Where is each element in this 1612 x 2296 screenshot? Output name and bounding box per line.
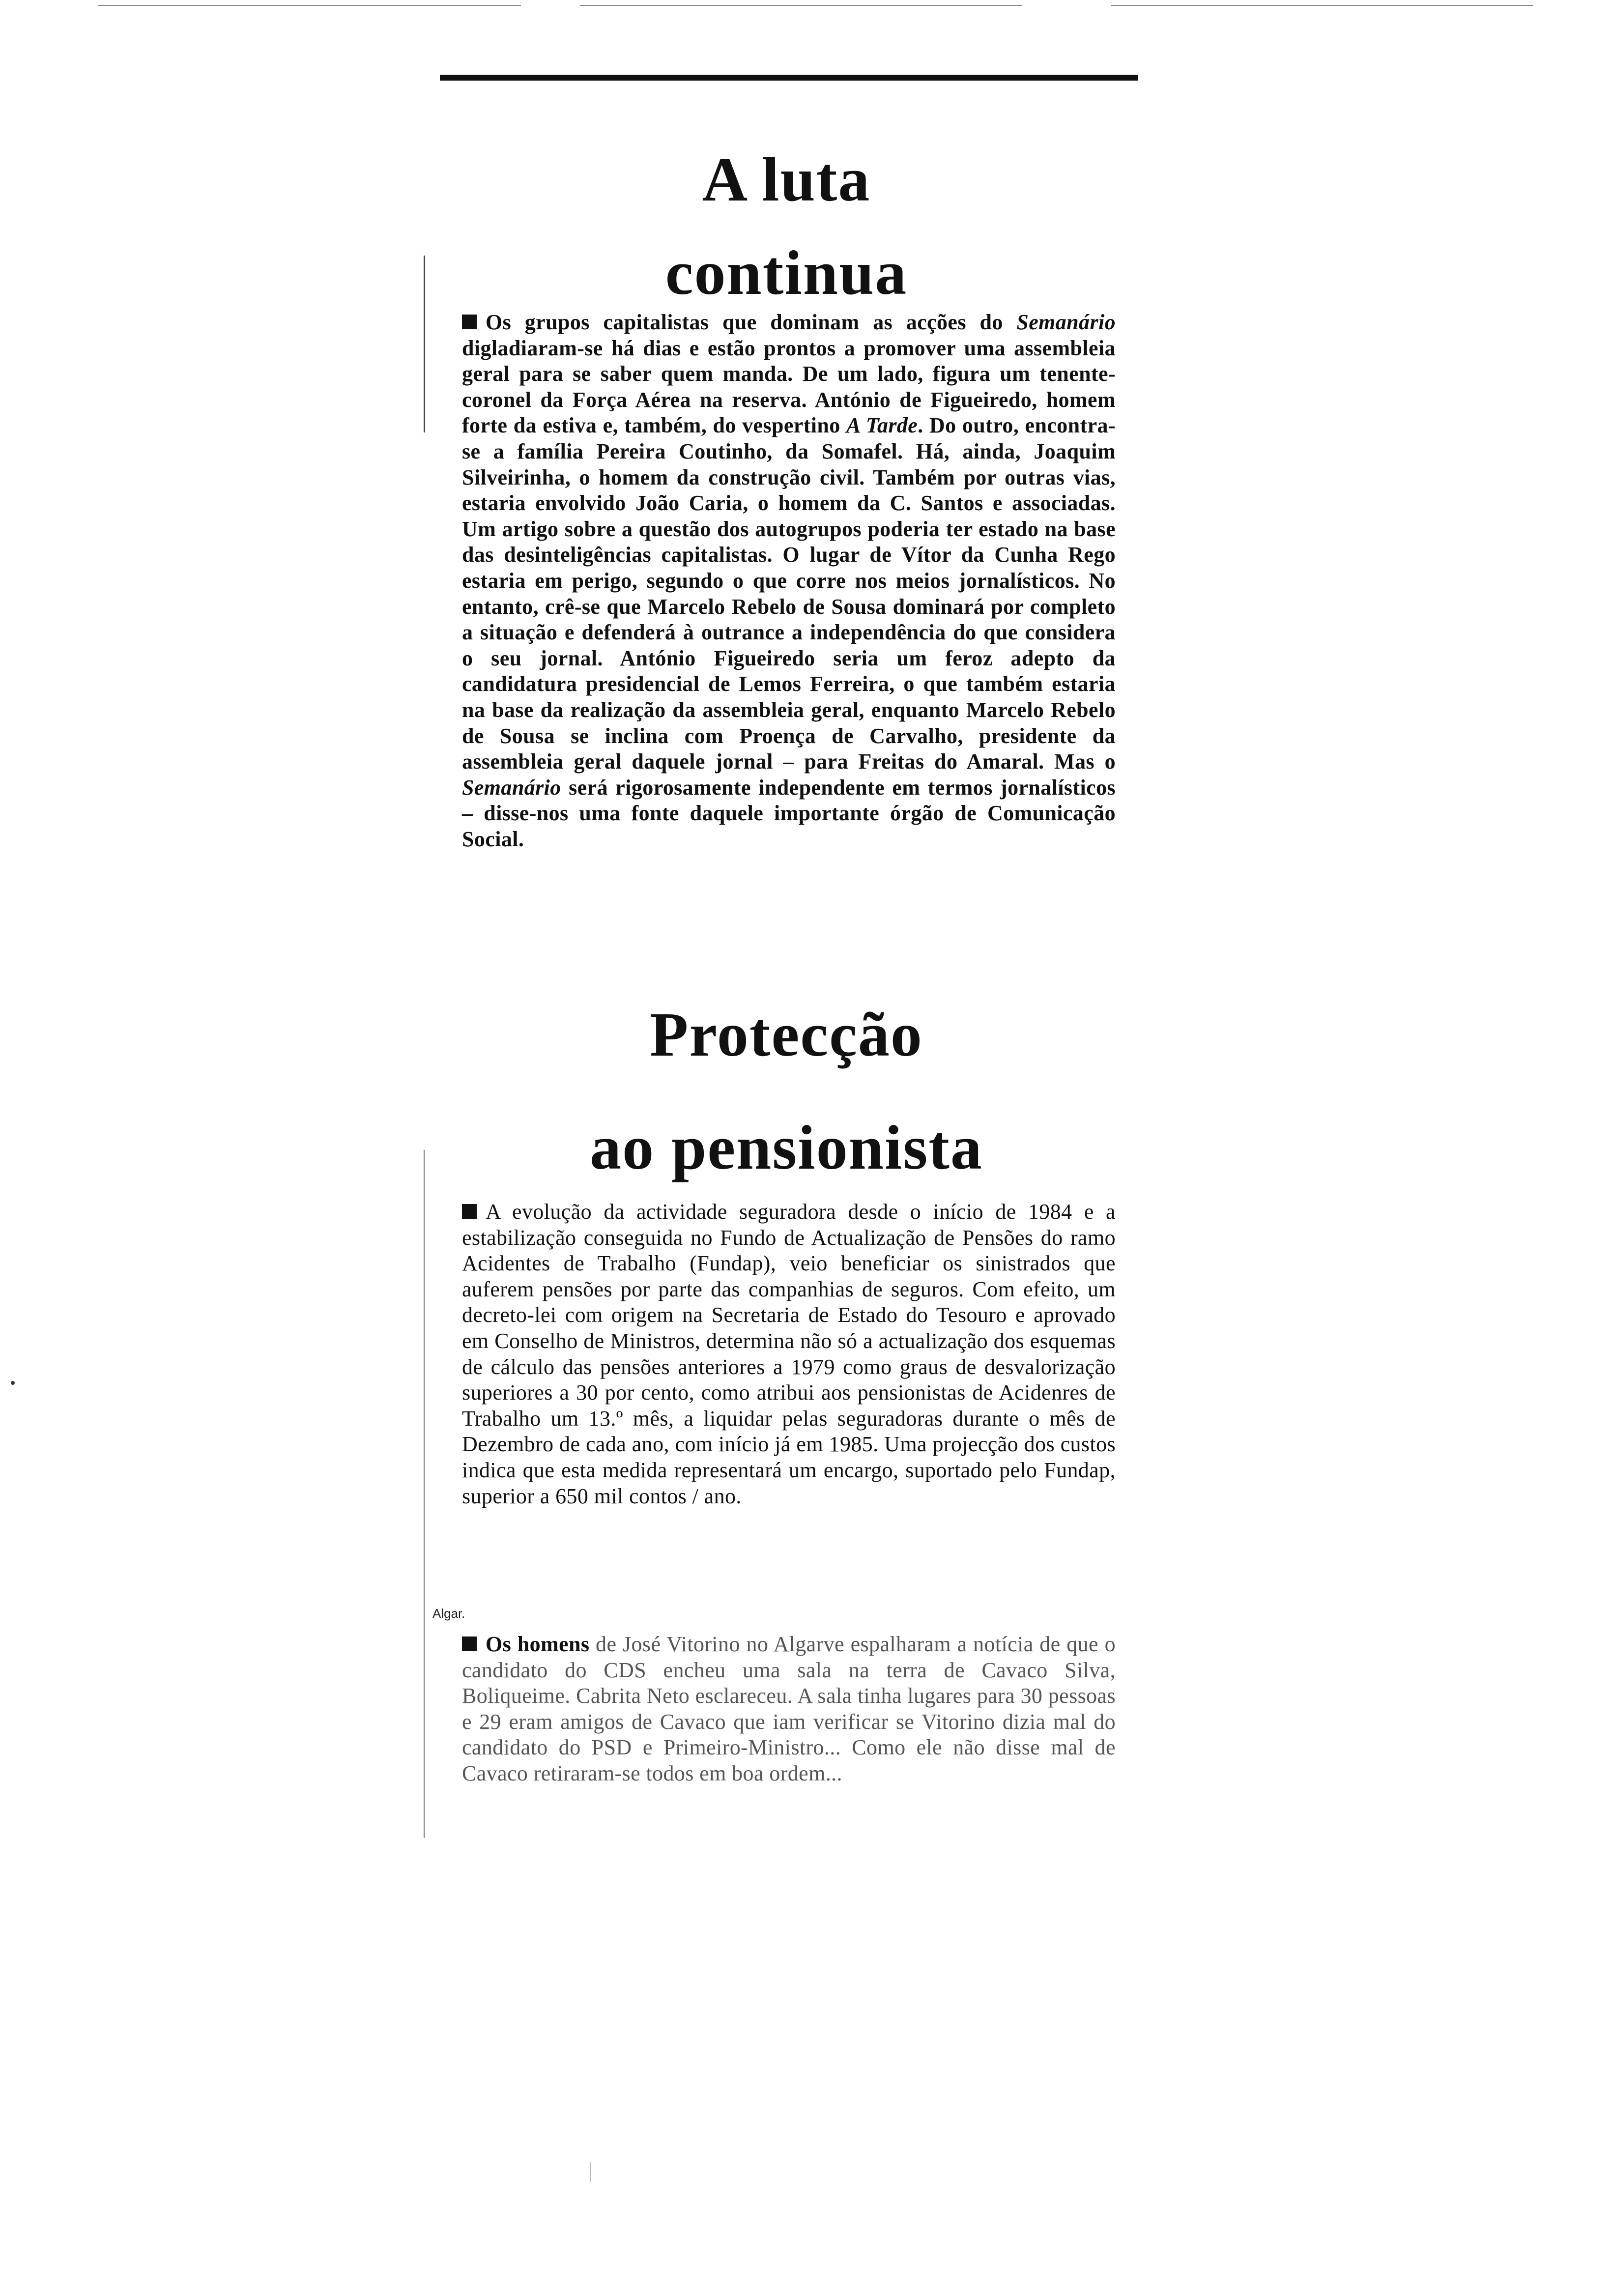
- article-1-italic-b: A Tarde: [846, 413, 918, 438]
- scan-top-rule-left: [98, 5, 521, 6]
- scan-speck: [11, 1381, 15, 1385]
- article-2-body: [462, 1199, 1116, 1509]
- article-2-headline-line-2: ao pensionista: [590, 1113, 983, 1182]
- article-1-lead: Os grupos: [486, 310, 590, 334]
- scan-top-rule-middle: [580, 5, 1022, 6]
- article-1-text-d: será rigorosamente independente em termos jornalísticos – disse-nos uma fonte daquele importante órgão de Comunicação Social.: [462, 775, 1116, 851]
- scan-speck: [590, 2162, 591, 2182]
- article-1-italic-a: Semanário: [1016, 310, 1116, 334]
- article-3-body: [462, 1632, 1116, 1787]
- clipping-left-edge: [424, 256, 425, 432]
- article-1-headline-line-2: continua: [665, 238, 908, 308]
- article-1-text-c: . Do outro, encontra-se a família Pereira Coutinho, da Somafel. Há, ainda, Joaquim Silveirinha, o homem da construção civil. Também por outras vias, estaria envolvido João Caria, o homem da C. Santos e associadas. Um artigo sobre a questão dos autogrupos poderia ter estado na base das desinteligências capitalistas. O lugar de Vítor da Cunha Rego estaria em perigo, segundo o que corre nos meios jornalísticos. No entanto, crê-se que Marcelo Rebelo de Sousa dominará por completo a situação e defenderá à outrance a independência do que considera o seu jornal. António Figueiredo seria um feroz adepto da candidatura presidencial de Lemos Ferreira, o que também estaria na base da realização da assembleia geral, enquanto Marcelo Rebelo de Sousa se inclina com Proença de Carvalho, presidente da assembleia geral daquele jornal – para Freitas do Amaral. Mas o: [462, 413, 1116, 774]
- article-2-headline-line-1: Protecção: [650, 1000, 923, 1069]
- column-top-rule: [440, 75, 1138, 81]
- article-3-text: de José Vitorino no Algarve espalharam a notícia de que o candidato do CDS encheu uma sala na terra de Cavaco Silva, Boliqueime. Cabrita Neto esclareceu. A sala tinha lugares para 30 pessoas e 29 eram amigos de Cavaco que iam verificar se Vitorino dizia mal do candidato do PSD e Primeiro-Ministro... Como ele não disse mal de Cavaco retiraram-se todos em boa ordem...: [462, 1632, 1116, 1785]
- article-1-body: [462, 310, 1116, 852]
- clipping-left-edge-lower: [424, 1150, 425, 1838]
- scan-top-rule-right: [1111, 5, 1533, 6]
- article-1-headline: [442, 133, 1130, 319]
- article-1-headline-line-1: A luta: [702, 144, 871, 214]
- article-2-text: A evolução da actividade seguradora desde o início de 1984 e a estabilização conseguida no Fundo de Actualização de Pensões do ramo Acidentes de Trabalho (Fundap), veio beneficiar os sinistrados que auferem pensões por parte das companhias de seguros. Com efeito, um decreto-lei com origem na Secretaria de Estado do Tesouro e aprovado em Conselho de Ministros, determina não só a actualização dos esquemas de cálculo das pensões anteriores a 1979 como graus de desvalorização superiores a 30 por cento, como atribui aos pensionistas de Acidenres de Trabalho um 13.º mês, a liquidar pelas seguradoras durante o mês de Dezembro de cada ano, com início já em 1985. Uma projecção dos custos indica que esta medida representará um encargo, suportado pelo Fundap, superior a 650 mil contos / ano.: [462, 1200, 1116, 1508]
- article-1-text-a: capitalistas que dominam as acções do: [589, 310, 1017, 334]
- square-bullet-icon: [462, 315, 477, 329]
- article-1-italic-c: Semanário: [462, 775, 561, 800]
- article-1-text-b: digladiaram-se há dias e estão prontos a promover uma assembleia geral para se saber quem manda. De um lado, figura um tenente-coronel da Força Aérea na reserva. António de Figueiredo, homem forte da estiva e, também, do vespertino: [462, 336, 1116, 438]
- square-bullet-icon: [462, 1204, 477, 1219]
- article-3-lead: Os homens: [486, 1632, 590, 1656]
- article-3-margin-note: Algar.: [432, 1606, 465, 1621]
- article-2-headline: [442, 978, 1130, 1204]
- square-bullet-icon: [462, 1636, 477, 1651]
